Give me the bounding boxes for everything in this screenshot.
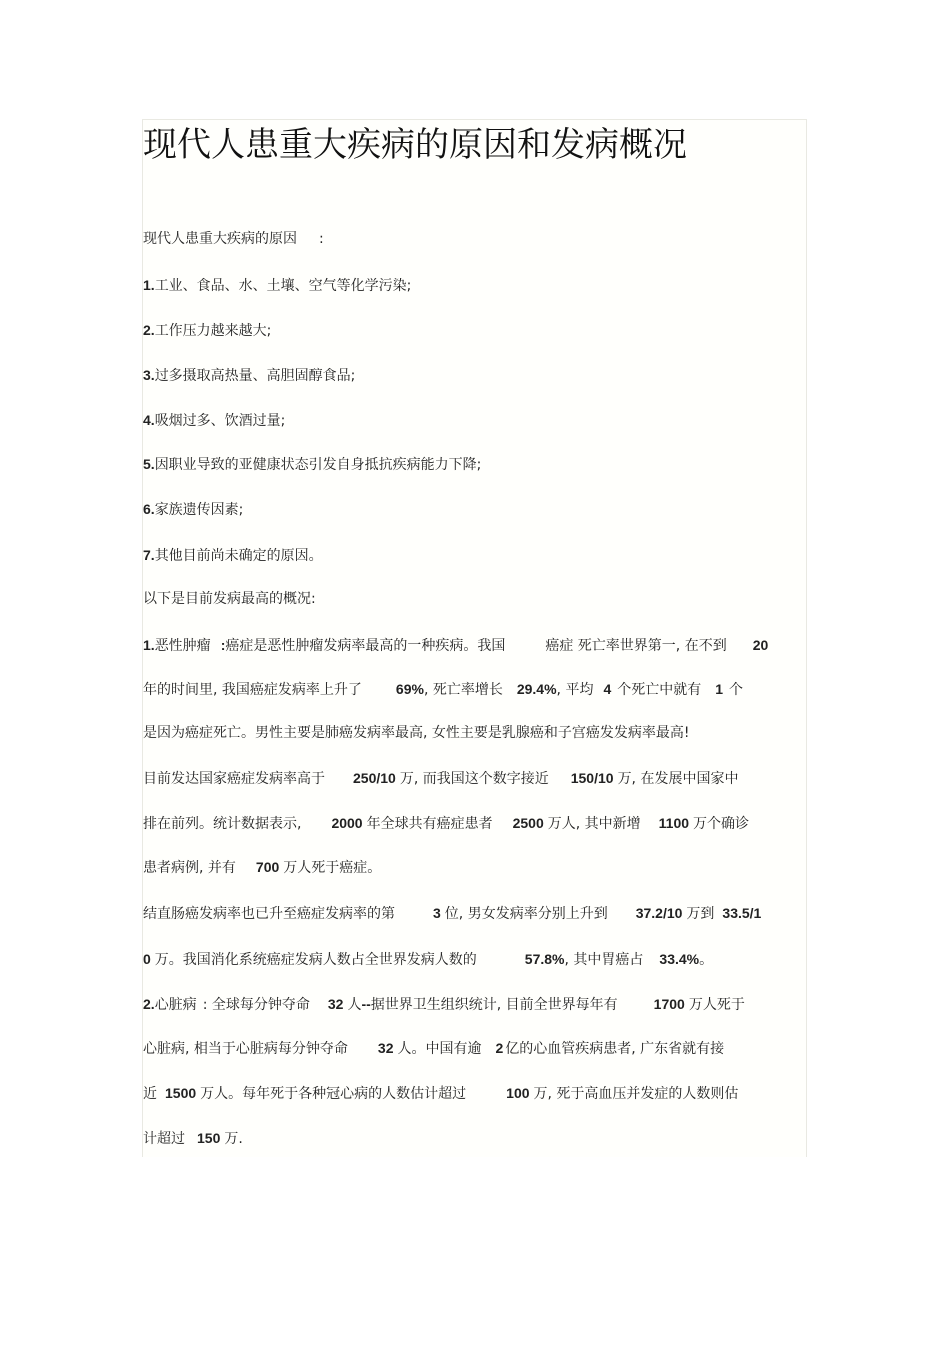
cancer-line-3: 是因为癌症死亡。男性主要是肺癌发病率最高, 女性主要是乳腺癌和子宫癌发发病率最高! (143, 725, 690, 741)
text: 人 (347, 997, 362, 1013)
section-title: 恶性肿瘤 (154, 638, 211, 654)
cause-text: 吸烟过多、饮酒过量; (154, 413, 286, 429)
cause-number: 7. (143, 547, 155, 563)
text: 年全球共有癌症患者 (366, 816, 493, 832)
cause-item-6 (143, 500, 243, 519)
text: 万, 而我国这个数字接近 (399, 771, 549, 787)
cause-item-4 (143, 411, 285, 430)
text: 万. (224, 1131, 243, 1147)
text: 排在前列。统计数据表示, (143, 816, 302, 832)
text: 结直肠癌发病率也已升至癌症发病率的第 (143, 906, 395, 922)
text: 1100 (658, 815, 690, 831)
cause-item-5 (143, 455, 481, 474)
text: 150 (197, 1130, 221, 1146)
cause-number: 3. (143, 367, 155, 383)
cause-text: 工业、食品、水、土壤、空气等化学污染; (154, 278, 412, 294)
text: 人。中国有逾 (397, 1041, 482, 1057)
cancer-line-8 (143, 950, 713, 969)
cause-number: 6. (143, 501, 155, 517)
text: : 全球每分钟夺命 (202, 997, 310, 1013)
section-title: 心脏病 (154, 997, 197, 1013)
text: 个 (729, 682, 744, 698)
text: 万。我国消化系统癌症发病人数占全世界发病人数的 (154, 952, 477, 968)
text: 700 (255, 859, 280, 875)
text: 4 (603, 681, 612, 697)
text: 1700 (653, 996, 685, 1012)
cause-text: 因职业导致的亚健康状态引发自身抵抗疾病能力下降; (154, 457, 482, 473)
cause-text: 家族遗传因素; (154, 502, 244, 518)
causes-heading (143, 230, 324, 248)
cause-number: 4. (143, 412, 155, 428)
text: 患者病例, 并有 (143, 860, 236, 876)
section-number: 2. (143, 996, 155, 1012)
cause-item-3 (143, 366, 355, 385)
causes-heading-colon: : (319, 231, 324, 247)
text: 计超过 (143, 1131, 185, 1147)
text: 0 (143, 951, 151, 967)
text: 100 (506, 1085, 530, 1101)
text: 33.4% (659, 951, 700, 967)
cause-item-7 (143, 546, 323, 565)
text: 2 (495, 1040, 504, 1056)
text: 33.5/1 (722, 905, 762, 921)
text: 250/10 (353, 770, 396, 786)
text: 癌症是恶性肿瘤发病率最高的一种疾病。我国 (225, 638, 506, 654)
text: 万人死于癌症。 (283, 860, 382, 876)
text: 万人, 其中新增 (547, 816, 641, 832)
text: 。 (699, 952, 714, 968)
text: 万, 死于高血压并发症的人数则估 (533, 1086, 739, 1102)
heart-line-2 (143, 1039, 724, 1058)
cause-item-1 (143, 276, 411, 295)
text: 万人。每年死于各种冠心病的人数估计超过 (200, 1086, 467, 1102)
cause-item-2 (143, 321, 271, 340)
text: 亿的心血管疾病患者, 广东省就有接 (505, 1041, 725, 1057)
cancer-line-5 (143, 814, 749, 833)
text: -- (361, 996, 371, 1012)
cancer-line-1 (143, 636, 768, 655)
text: 2500 (512, 815, 544, 831)
cause-text: 过多摄取高热量、高胆固醇食品; (154, 368, 356, 384)
text: 57.8% (524, 951, 565, 967)
cancer-line-4 (143, 769, 738, 788)
text: 心脏病, 相当于心脏病每分钟夺命 (143, 1041, 348, 1057)
text: 69% (395, 681, 424, 697)
section-number: 1. (143, 637, 155, 653)
text: 近 (143, 1086, 157, 1102)
text: , 其中胃癌占 (564, 952, 644, 968)
overview-heading: 以下是目前发病最高的概况: (143, 591, 316, 607)
cause-number: 5. (143, 456, 155, 472)
text: 1 (715, 681, 724, 697)
heart-line-1 (143, 995, 745, 1014)
text: 32 (377, 1040, 394, 1056)
text: 个死亡中就有 (617, 682, 702, 698)
text: 1500 (165, 1085, 197, 1101)
text: 29.4% (516, 681, 557, 697)
text: 2000 (331, 815, 363, 831)
text: 位, 男女发病率分别上升到 (444, 906, 608, 922)
text: 年的时间里, 我国癌症发病率上升了 (143, 682, 362, 698)
cancer-line-7 (143, 904, 761, 923)
text: 37.2/10 (635, 905, 683, 921)
text: 32 (327, 996, 344, 1012)
cancer-line-6 (143, 858, 381, 877)
text: 目前发达国家癌症发病率高于 (143, 771, 325, 787)
text: 万到 (686, 906, 715, 922)
text: : (220, 637, 226, 653)
text: 万人死于 (688, 997, 745, 1013)
text: 3 (433, 905, 441, 921)
cancer-line-2 (143, 680, 743, 699)
cause-text: 其他目前尚未确定的原因。 (154, 548, 323, 564)
text: 150/10 (570, 770, 614, 786)
text: 万, 在发展中国家中 (617, 771, 739, 787)
text: 20 (752, 637, 769, 653)
cause-text: 工作压力越来越大; (154, 323, 272, 339)
page-title: 现代人患重大疾病的原因和发病概况 (143, 125, 687, 165)
cause-number: 1. (143, 277, 155, 293)
text: , 死亡率增长 (423, 682, 503, 698)
text: 癌症 死亡率世界第一, 在不到 (545, 638, 727, 654)
cause-number: 2. (143, 322, 155, 338)
text: 据世界卫生组织统计, 目前全世界每年有 (370, 997, 618, 1013)
heart-line-4 (143, 1129, 243, 1148)
causes-heading-text: 现代人患重大疾病的原因 (143, 231, 297, 247)
heart-line-3 (143, 1084, 738, 1103)
text: , 平均 (556, 682, 594, 698)
text: 万个确诊 (693, 816, 750, 832)
